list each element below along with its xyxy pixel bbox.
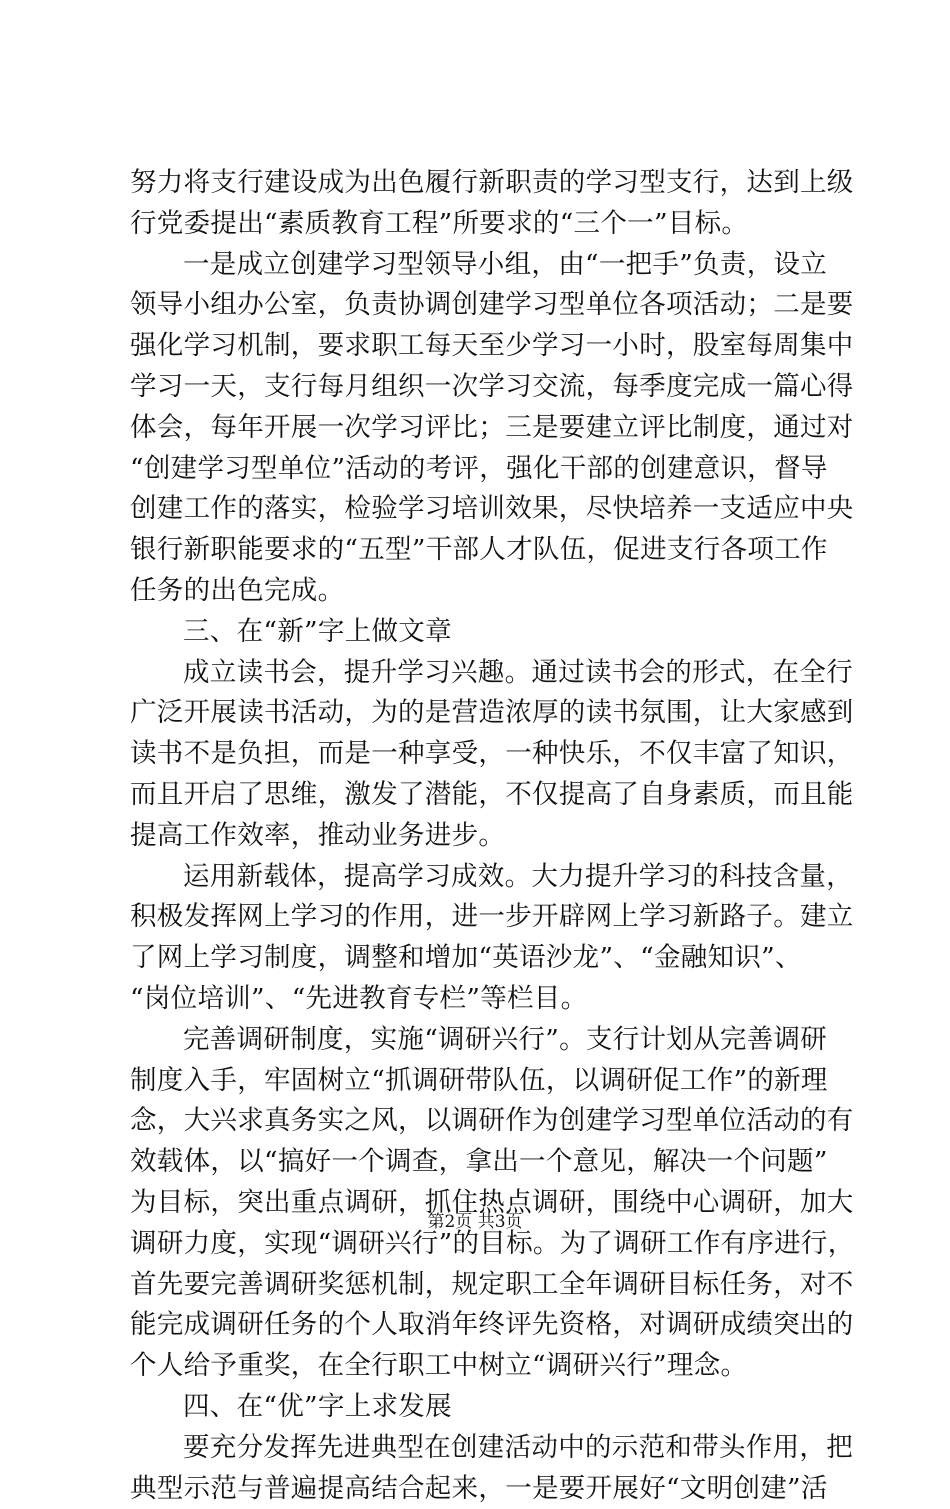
text-line: 成立读书会，提升学习兴趣。通过读书会的形式，在全行 xyxy=(130,653,830,694)
text-line: 而且开启了思维，激发了潜能，不仅提高了自身素质，而且能 xyxy=(130,775,830,816)
text-line: 能完成调研任务的个人取消年终评先资格，对调研成绩突出的 xyxy=(130,1305,830,1346)
text-line: 四、在“优”字上求发展 xyxy=(130,1387,830,1428)
text-line: “创建学习型单位”活动的考评，强化干部的创建意识，督导 xyxy=(130,449,830,490)
text-line: 银行新职能要求的“五型”干部人才队伍，促进支行各项工作 xyxy=(130,530,830,571)
text-line: 创建工作的落实，检验学习培训效果，尽快培养一支适应中央 xyxy=(130,489,830,530)
text-line: 效载体，以“搞好一个调查，拿出一个意见，解决一个问题” xyxy=(130,1142,830,1183)
text-line: 三、在“新”字上做文章 xyxy=(130,612,830,653)
text-line: 广泛开展读书活动，为的是营造浓厚的读书氛围，让大家感到 xyxy=(130,693,830,734)
text-line: 强化学习机制，要求职工每天至少学习一小时，股室每周集中 xyxy=(130,326,830,367)
text-line: 首先要完善调研奖惩机制，规定职工全年调研目标任务，对不 xyxy=(130,1265,830,1306)
text-line: 领导小组办公室，负责协调创建学习型单位各项活动；二是要 xyxy=(130,285,830,326)
text-line: 调研力度，实现“调研兴行”的目标。为了调研工作有序进行， xyxy=(130,1224,830,1265)
text-line: 制度入手，牢固树立“抓调研带队伍，以调研促工作”的新理 xyxy=(130,1061,830,1102)
text-line: 了网上学习制度，调整和增加“英语沙龙”、“金融知识”、 xyxy=(130,938,830,979)
text-line: 体会，每年开展一次学习评比；三是要建立评比制度，通过对 xyxy=(130,408,830,449)
text-line: 要充分发挥先进典型在创建活动中的示范和带头作用，把 xyxy=(130,1428,830,1469)
text-line: 典型示范与普遍提高结合起来，一是要开展好“文明创建”活 xyxy=(130,1469,830,1509)
text-line: 个人给予重奖，在全行职工中树立“调研兴行”理念。 xyxy=(130,1346,830,1387)
text-line: 运用新载体，提高学习成效。大力提升学习的科技含量， xyxy=(130,857,830,898)
text-line: 一是成立创建学习型领导小组，由“一把手”负责，设立 xyxy=(130,245,830,286)
text-line: 行党委提出“素质教育工程”所要求的“三个一”目标。 xyxy=(130,204,830,245)
text-line: 积极发挥网上学习的作用，进一步开辟网上学习新路子。建立 xyxy=(130,897,830,938)
text-line: 完善调研制度，实施“调研兴行”。支行计划从完善调研 xyxy=(130,1020,830,1061)
text-line: 读书不是负担，而是一种享受，一种快乐，不仅丰富了知识， xyxy=(130,734,830,775)
text-line: 学习一天，支行每月组织一次学习交流，每季度完成一篇心得 xyxy=(130,367,830,408)
text-line: 念，大兴求真务实之风，以调研作为创建学习型单位活动的有 xyxy=(130,1101,830,1142)
text-line: 努力将支行建设成为出色履行新职责的学习型支行，达到上级 xyxy=(130,163,830,204)
text-line: “岗位培训”、“先进教育专栏”等栏目。 xyxy=(130,979,830,1020)
page-number-footer: 第2页 共3页 xyxy=(0,1211,950,1233)
document-body xyxy=(130,163,830,1509)
text-line: 为目标，突出重点调研，抓住热点调研，围绕中心调研，加大 xyxy=(130,1183,830,1224)
text-line: 任务的出色完成。 xyxy=(130,571,830,612)
text-line: 提高工作效率，推动业务进步。 xyxy=(130,816,830,857)
